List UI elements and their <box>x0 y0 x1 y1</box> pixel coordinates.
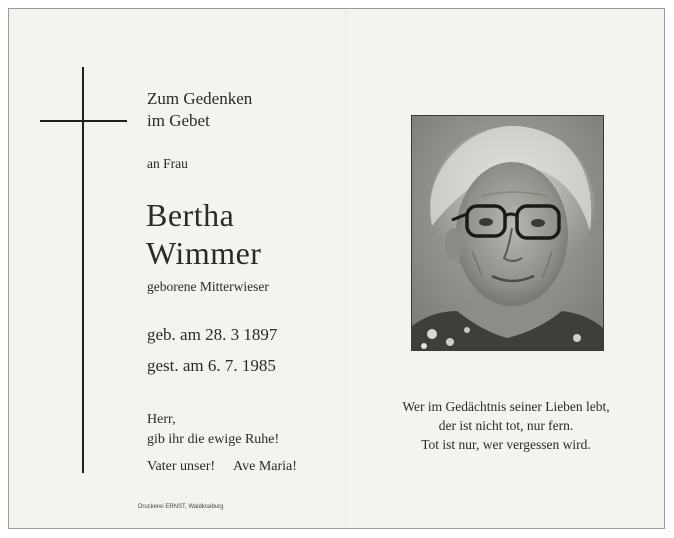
maiden-name: geborene Mitterwieser <box>147 279 269 294</box>
printer-credit: Druckerei ERNST, Waldkraiburg <box>138 504 224 510</box>
memorial-card <box>8 8 665 529</box>
heading-line-2: im Gebet <box>147 111 210 130</box>
memorial-quote <box>383 397 629 454</box>
cross-horizontal-bar <box>40 120 127 122</box>
quote-line-2: der ist nicht tot, nur fern. <box>438 418 574 433</box>
memorial-heading <box>147 88 252 132</box>
prayer-line-2: gib ihr die ewige Ruhe! <box>147 432 280 447</box>
portrait-illustration <box>412 116 603 350</box>
closing-ave-maria: Ave Maria! <box>233 459 297 474</box>
quote-line-1: Wer im Gedächtnis seiner Lieben lebt, <box>402 399 610 414</box>
first-name: Bertha <box>146 197 235 233</box>
prayer-line-1: Herr, <box>147 412 176 427</box>
salutation: an Frau <box>147 156 188 171</box>
portrait-photo <box>411 115 604 351</box>
death-date: gest. am 6. 7. 1985 <box>147 356 276 375</box>
cross-vertical-bar <box>82 67 84 473</box>
prayer <box>147 410 279 450</box>
heading-line-1: Zum Gedenken <box>147 89 253 108</box>
quote-line-3: Tot ist nur, wer vergessen wird. <box>421 437 591 452</box>
closing-prayers <box>147 459 297 475</box>
closing-vater-unser: Vater unser! <box>147 459 216 474</box>
birth-date: geb. am 28. 3 1897 <box>147 325 278 344</box>
fold-line <box>345 9 346 528</box>
last-name: Wimmer <box>146 235 262 271</box>
